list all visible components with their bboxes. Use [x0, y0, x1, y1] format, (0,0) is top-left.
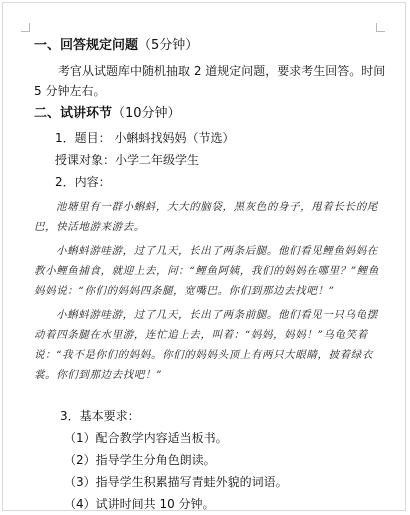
margin-mark-top-left	[21, 23, 30, 32]
margin-mark-top-right	[376, 23, 385, 32]
requirements-title: 3．基本要求：	[60, 409, 140, 423]
section-1-title: 一、回答规定问题	[34, 38, 139, 53]
document-body	[34, 37, 386, 515]
section-1-body: 考官从试题库中随机抽取 2 道规定问题，要求考生回答。时间 5 分钟左右。	[34, 64, 386, 98]
requirement-item: （3）指导学生积累描写青蛙外貌的词语。	[64, 475, 288, 489]
section-2-time: （10分钟）	[112, 106, 181, 121]
story-paragraph-2: 小蝌蚪游哇游，过了几天，长出了两条后腿。他们看见鲤鱼妈妈在教小鲤鱼捕食，就迎上去，问：“鲤鱼阿姨，我们的妈妈在哪里？”鲤鱼妈妈说：“你们的妈妈四条腿，宽嘴巴。你们到那边去找吧！”	[34, 245, 379, 297]
section-2-title: 二、试讲环节	[34, 106, 113, 121]
section-1-heading	[34, 37, 386, 55]
document-page	[2, 2, 406, 511]
lesson-audience: 授课对象：小学二年级学生	[55, 153, 200, 167]
requirement-item: （4）试讲时间共 10 分钟。	[64, 497, 215, 511]
requirement-item: （1）配合教学内容适当板书。	[64, 431, 228, 445]
section-2-heading	[34, 105, 386, 123]
lesson-content-label: 2．内容：	[55, 175, 111, 189]
story-paragraph-1: 池塘里有一群小蝌蚪，大大的脑袋，黑灰色的身子，甩着长长的尾巴，快活地游来游去。	[34, 201, 378, 233]
requirement-item: （2）指导学生分角色朗读。	[64, 453, 216, 467]
story-paragraph-3: 小蝌蚪游哇游，过了几天，长出了两条前腿。他们看见一只乌龟摆动着四条腿在水里游，连忙追上去，叫着：“妈妈，妈妈！”乌龟笑着说：“我不是你们的妈妈。你们的妈妈头顶上有两只大眼睛，披着绿衣裳。你们到那边去找吧！”	[34, 309, 378, 381]
section-1-time: （5分钟）	[138, 38, 199, 53]
lesson-topic: 1．题目： 小蝌蚪找妈妈（节选）	[55, 131, 235, 145]
